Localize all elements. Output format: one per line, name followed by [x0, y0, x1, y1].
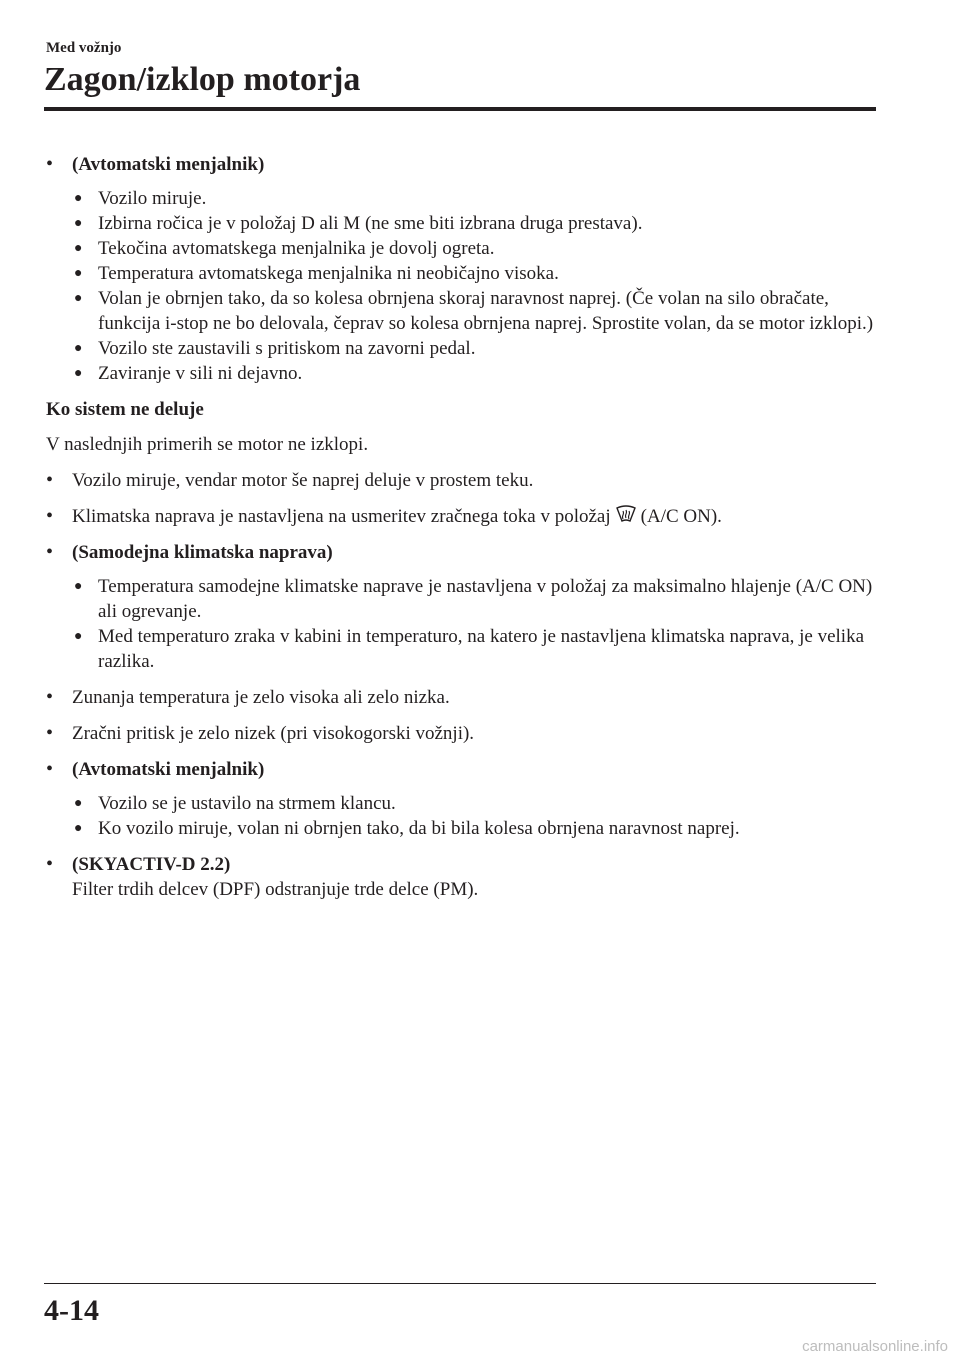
sub-list-item-text: Izbirna ročica je v položaj D ali M (ne sme biti izbrana druga prestava).	[98, 213, 643, 234]
list-item-text: Filter trdih delcev (DPF) odstranjuje trde delce (PM).	[72, 879, 479, 900]
section-heading: Ko sistem ne deluje	[46, 399, 204, 420]
sub-list-item-text: Vozilo ste zaustavili s pritiskom na zavorni pedal.	[98, 338, 476, 359]
sub-list-item	[72, 361, 886, 386]
bullet-icon: ●	[74, 266, 83, 281]
list-item	[46, 852, 886, 902]
list-item-heading: (Avtomatski menjalnik)	[72, 154, 265, 175]
page-number: 4-14	[44, 1294, 99, 1327]
bullet-icon: •	[46, 541, 54, 563]
list-item-text: Zunanja temperatura je zelo visoka ali zelo nizka.	[72, 687, 450, 708]
bullet-icon: •	[46, 505, 54, 527]
bullet-icon: •	[46, 686, 54, 708]
sub-list-item	[72, 336, 886, 361]
sub-list-item-text: Med temperaturo zraka v kabini in temperaturo, na katero je nastavljena klimatska naprava, je velika razlika.	[98, 626, 865, 672]
page-content	[46, 152, 886, 902]
sub-list-item-text: Tekočina avtomatskega menjalnika je dovolj ogreta.	[98, 238, 495, 259]
bullet-icon: •	[46, 153, 54, 175]
list-item-heading: (SKYACTIV-D 2.2)	[72, 854, 231, 875]
list-item-text: Vozilo miruje, vendar motor še naprej deluje v prostem teku.	[72, 470, 534, 491]
title-rule	[44, 107, 876, 111]
bullet-icon: ●	[74, 341, 83, 356]
sub-list-item	[72, 286, 886, 336]
bullet-icon: ●	[74, 629, 83, 644]
bullet-icon: ●	[74, 579, 83, 594]
list-item-text-suffix: (A/C ON).	[640, 506, 722, 527]
list-item-text: Klimatska naprava je nastavljena na usmeritev zračnega toka v položaj	[72, 506, 611, 527]
sub-list-item-text: Vozilo miruje.	[98, 188, 207, 209]
bullet-icon: ●	[74, 216, 83, 231]
sub-list-item-text: Zaviranje v sili ni dejavno.	[98, 363, 303, 384]
bullet-icon: ●	[74, 191, 83, 206]
bullet-icon: •	[46, 722, 54, 744]
sub-list-item	[72, 261, 886, 286]
windshield-defroster-icon	[615, 504, 637, 524]
bullet-icon: •	[46, 758, 54, 780]
sub-list-item-text: Temperatura avtomatskega menjalnika ni neobičajno visoka.	[98, 263, 559, 284]
footer-rule	[44, 1283, 876, 1284]
section-intro: V naslednjih primerih se motor ne izklopi.	[46, 434, 369, 455]
sub-list-item	[72, 816, 886, 841]
sub-list-item	[72, 186, 886, 211]
list-item-heading: (Samodejna klimatska naprava)	[72, 542, 333, 563]
list-item-heading: (Avtomatski menjalnik)	[72, 759, 265, 780]
sub-list-item	[72, 791, 886, 816]
sub-list-item-text: Volan je obrnjen tako, da so kolesa obrnjena skoraj naravnost naprej. (Če volan na silo obračate, funkcija i-stop ne bo delovala, čeprav so kolesa obrnjena naprej. Sprostite volan, da se motor izklopi.)	[98, 288, 874, 334]
list-item	[46, 685, 886, 710]
list-item	[46, 152, 886, 177]
list-item	[46, 504, 886, 529]
sub-list-item-text: Vozilo se je ustavilo na strmem klancu.	[98, 793, 396, 814]
sub-list-item	[72, 624, 886, 674]
list-item	[46, 468, 886, 493]
bullet-icon: •	[46, 853, 54, 875]
sub-list-item-text: Ko vozilo miruje, volan ni obrnjen tako, da bi bila kolesa obrnjena naravnost naprej.	[98, 818, 740, 839]
watermark: carmanualsonline.info	[802, 1338, 948, 1355]
list-item	[46, 757, 886, 782]
sub-list-item	[72, 574, 886, 624]
sub-list-item	[72, 211, 886, 236]
list-item	[46, 540, 886, 565]
sub-list-item	[72, 236, 886, 261]
sub-list-item-text: Temperatura samodejne klimatske naprave je nastavljena v položaj za maksimalno hlajenje (A/C ON) ali ogrevanje.	[98, 576, 873, 622]
bullet-icon: ●	[74, 241, 83, 256]
bullet-icon: ●	[74, 366, 83, 381]
list-item	[46, 721, 886, 746]
section-label: Med vožnjo	[46, 40, 122, 56]
bullet-icon: ●	[74, 291, 83, 306]
bullet-icon: ●	[74, 821, 83, 836]
list-item-text: Zračni pritisk je zelo nizek (pri visokogorski vožnji).	[72, 723, 475, 744]
page-title: Zagon/izklop motorja	[44, 61, 361, 98]
bullet-icon: ●	[74, 796, 83, 811]
bullet-icon: •	[46, 469, 54, 491]
